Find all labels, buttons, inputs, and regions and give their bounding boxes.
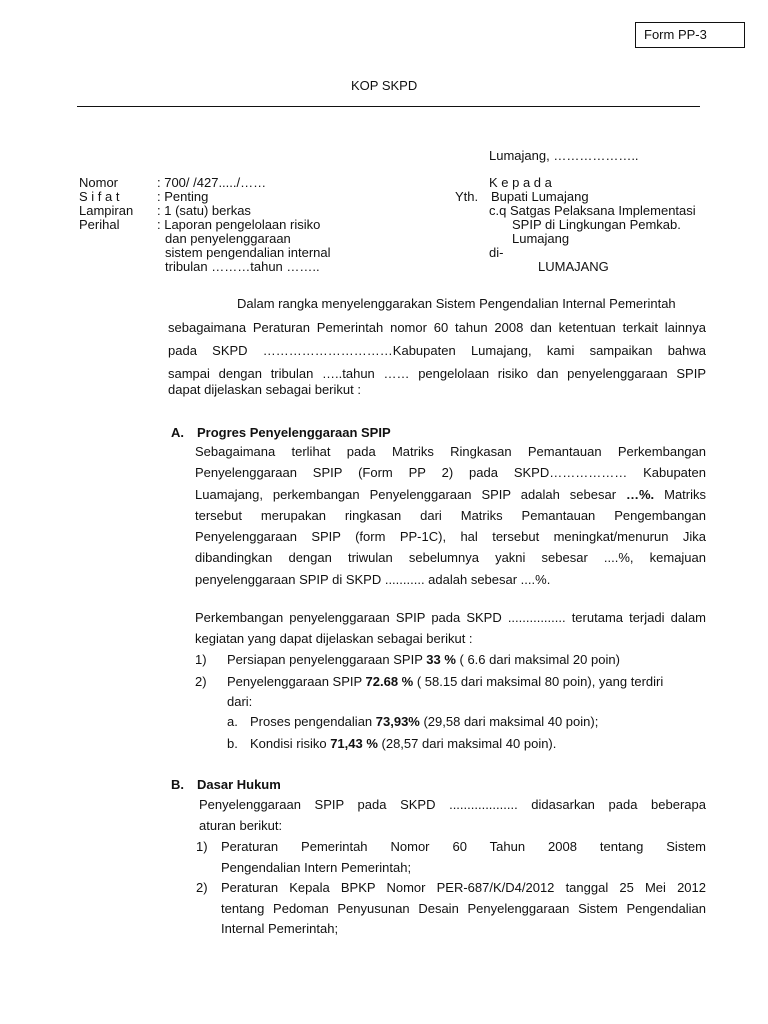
kop-title: KOP SKPD bbox=[351, 78, 418, 93]
place-date: Lumajang, ……………….. bbox=[489, 148, 639, 163]
intro-line: pada SKPD …………………………Kabupaten Lumajang, kami sampaikan bahwa bbox=[168, 343, 706, 358]
lampiran-label: Lampiran bbox=[79, 203, 134, 218]
sublist-item-letter: a. bbox=[227, 714, 238, 729]
form-label: Form PP-3 bbox=[635, 22, 745, 48]
section-b-letter: B. bbox=[171, 777, 184, 792]
intro-line: Dalam rangka menyelenggarakan Sistem Pengendalian Internal Pemerintah bbox=[237, 296, 676, 311]
list-item-number: 2) bbox=[196, 880, 208, 895]
section-b-intro-line: aturan berikut: bbox=[199, 818, 283, 833]
perihal-line: sistem pengendalian internal bbox=[165, 245, 331, 260]
section-a-para-line: Penyelenggaraan SPIP (Form PP 2) pada SKPD……………… Kabupaten bbox=[195, 465, 706, 480]
perihal-line: : Laporan pengelolaan risiko bbox=[157, 217, 321, 232]
intro-line: sampai dengan tribulan …..tahun …… pengelolaan risiko dan penyelenggaraan SPIP bbox=[168, 366, 706, 381]
section-a-para-line: Penyelenggaraan SPIP (form PP-1C), hal tersebut meningkat/menurun Jika bbox=[195, 529, 706, 544]
list-item-number: 1) bbox=[196, 839, 208, 854]
nomor-label: Nomor bbox=[79, 175, 119, 190]
cq-line: c.q Satgas Pelaksana Implementasi bbox=[489, 203, 696, 218]
list-item-line: Pengendalian Intern Pemerintah; bbox=[221, 860, 412, 875]
section-a-para2-line: kegiatan yang dapat dijelaskan sebagai berikut : bbox=[195, 631, 473, 646]
sifat-value: : Penting bbox=[157, 189, 209, 204]
list-item-continuation: dari: bbox=[227, 694, 253, 709]
section-a-para-line: tersebut merupakan ringkasan dari Matriks Pemantauan Pengembangan bbox=[195, 508, 706, 523]
section-a-para-line: dibandingkan dengan triwulan sebelumnya yakni sebesar ....%, kemajuan bbox=[195, 550, 706, 565]
section-a-para-line: Sebagaimana terlihat pada Matriks Ringkasan Pemantauan Perkembangan bbox=[195, 444, 706, 459]
list-item-line: tentang Pedoman Penyusunan Desain Penyelenggaraan Sistem Pengendalian bbox=[221, 901, 706, 916]
section-a-letter: A. bbox=[171, 425, 184, 440]
perihal-line: tribulan ………tahun …….. bbox=[165, 259, 320, 274]
perihal-label: Perihal bbox=[79, 217, 120, 232]
section-a-para2-line: Perkembangan penyelenggaraan SPIP pada SKPD ................ terutama terjadi dalam bbox=[195, 610, 706, 625]
sublist-item: Kondisi risiko 71,43 % (28,57 dari maksimal 40 poin). bbox=[250, 736, 557, 751]
section-a-para-line: Luamajang, perkembangan Penyelenggaraan SPIP adalah sebesar …%. Matriks bbox=[195, 487, 706, 502]
kepada-label: K e p a d a bbox=[489, 175, 552, 190]
yth-label: Yth. bbox=[455, 189, 479, 204]
intro-line: sebagaimana Peraturan Pemerintah nomor 60 tahun 2008 dan ketentuan terkait lainnya bbox=[168, 320, 706, 335]
list-item-line: Peraturan Pemerintah Nomor 60 Tahun 2008 tentang Sistem bbox=[221, 839, 706, 854]
sifat-label: S i f a t bbox=[79, 189, 120, 204]
lampiran-value: : 1 (satu) berkas bbox=[157, 203, 251, 218]
section-b-title: Dasar Hukum bbox=[197, 777, 281, 792]
list-item-number: 2) bbox=[195, 674, 207, 689]
list-item: Penyelenggaraan SPIP 72.68 % ( 58.15 dari maksimal 80 poin), yang terdiri bbox=[227, 674, 664, 689]
header-divider bbox=[77, 106, 700, 107]
addressee-city: LUMAJANG bbox=[538, 259, 609, 274]
section-b-intro-line: Penyelenggaraan SPIP pada SKPD ................... didasarkan pada beberapa bbox=[199, 797, 706, 812]
di-label: di- bbox=[489, 245, 504, 260]
list-item-line: Peraturan Kepala BPKP Nomor PER-687/K/D4/2012 tanggal 25 Mei 2012 bbox=[221, 880, 706, 895]
recipient: Bupati Lumajang bbox=[491, 189, 589, 204]
list-item: Persiapan penyelenggaraan SPIP 33 % ( 6.6 dari maksimal 20 poin) bbox=[227, 652, 620, 667]
sublist-item: Proses pengendalian 73,93% (29,58 dari maksimal 40 poin); bbox=[250, 714, 599, 729]
section-a-para-line: penyelenggaraan SPIP di SKPD ........... adalah sebesar ....%. bbox=[195, 572, 551, 587]
list-item-number: 1) bbox=[195, 652, 207, 667]
nomor-value: : 700/ /427...../…… bbox=[157, 175, 267, 190]
cq-line: SPIP di Lingkungan Pemkab. bbox=[512, 217, 681, 232]
section-a-title: Progres Penyelenggaraan SPIP bbox=[197, 425, 391, 440]
list-item-line: Internal Pemerintah; bbox=[221, 921, 339, 936]
sublist-item-letter: b. bbox=[227, 736, 238, 751]
intro-line: dapat dijelaskan sebagai berikut : bbox=[168, 382, 361, 397]
progress-percent: …%. bbox=[625, 487, 655, 502]
cq-line: Lumajang bbox=[512, 231, 570, 246]
perihal-line: dan penyelenggaraan bbox=[165, 231, 291, 246]
